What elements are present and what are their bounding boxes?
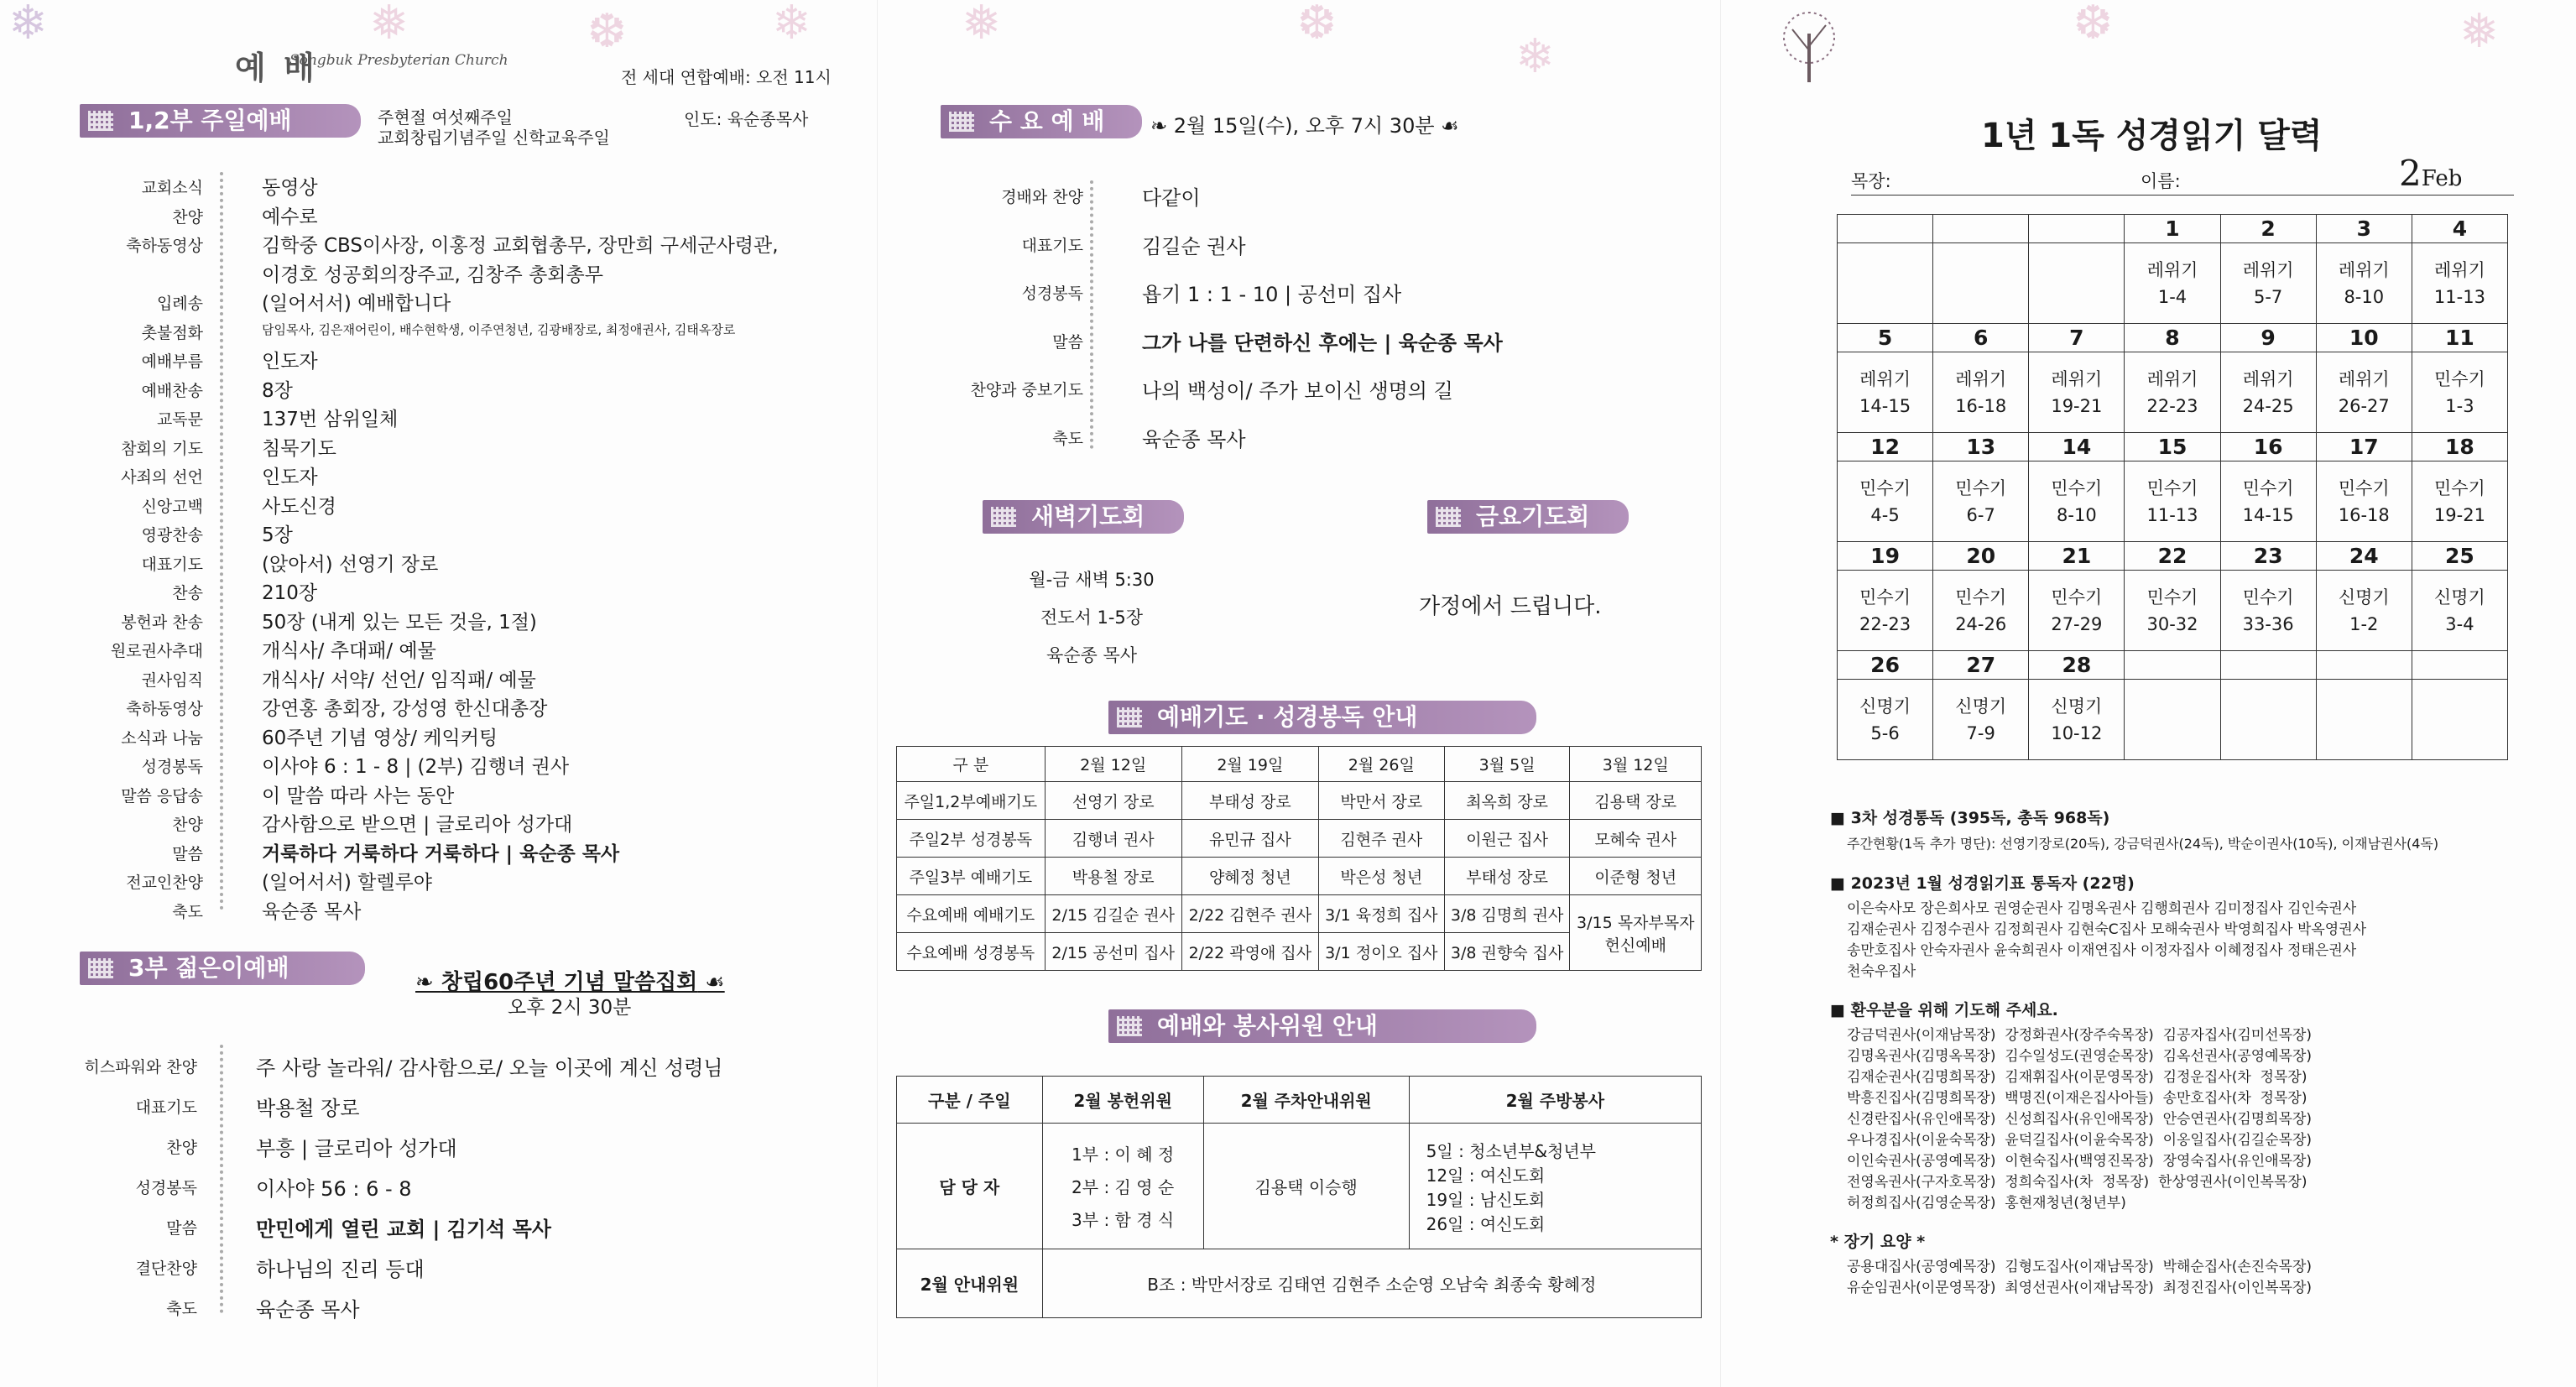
wednesday-panel bbox=[877, 0, 1720, 1387]
order-label: 경배와 찬양 bbox=[1001, 188, 1083, 206]
table-header: 2월 12일 bbox=[1045, 747, 1181, 782]
order-label: 예배찬송 bbox=[141, 381, 203, 400]
table-cell: 주일3부 예배기도 bbox=[897, 858, 1046, 895]
order-label: 찬양 bbox=[172, 207, 203, 227]
calendar-reading bbox=[2125, 680, 2220, 760]
section-banner-service3: 3부 젊은이예배 bbox=[80, 952, 365, 985]
table-cell: 3/8 권향숙 집사 bbox=[1444, 933, 1570, 971]
name-field-label: 이름: bbox=[2141, 171, 2181, 191]
order-label: 성경봉독 bbox=[141, 758, 203, 776]
table-cell: 3/15 목자부목자 헌신예배 bbox=[1570, 895, 1702, 971]
table-cell: 수요예배 예배기도 bbox=[897, 895, 1046, 933]
order-value: 만민에게 열린 교회 | 김기석 목사 bbox=[256, 1218, 551, 1241]
calendar-reading: 레위기 8-10 bbox=[2316, 243, 2412, 324]
calendar-day: 10 bbox=[2316, 324, 2412, 352]
table-cell: 유민규 집사 bbox=[1181, 820, 1318, 858]
calendar-reading: 레위기 5-7 bbox=[2220, 243, 2316, 324]
order-label: 말씀 bbox=[172, 844, 203, 863]
note-title: * 장기 요양 * bbox=[1830, 1233, 1926, 1251]
snowflake-icon: ❅ bbox=[2459, 4, 2499, 59]
section-banner-service12: 1,2부 주일예배 bbox=[80, 104, 361, 138]
order-value: 강연홍 총회장, 강성영 한신대총장 bbox=[262, 698, 548, 720]
special-meeting-time: 오후 2시 30분 bbox=[508, 997, 632, 1019]
church-name: Songbuk Presbyterian Church bbox=[289, 52, 508, 69]
service-volunteer-table bbox=[896, 1076, 1702, 1318]
table-header: 3월 12일 bbox=[1570, 747, 1702, 782]
order-value: 인도자 bbox=[262, 351, 318, 373]
usher-cell: B조 : 박만서장로 김태연 김현주 소순영 오남숙 최종숙 황혜정 bbox=[1042, 1249, 1701, 1318]
calendar-reading: 민수기 4-5 bbox=[1838, 461, 1933, 542]
calendar-reading: 민수기 8-10 bbox=[2029, 461, 2125, 542]
table-cell: 최옥희 장로 bbox=[1444, 782, 1570, 820]
table-cell: 박용철 장로 bbox=[1045, 858, 1181, 895]
calendar-day: 24 bbox=[2316, 542, 2412, 571]
table-header: 3월 5일 bbox=[1444, 747, 1570, 782]
calendar-reading bbox=[1838, 243, 1933, 324]
calendar-reading: 민수기 27-29 bbox=[2029, 571, 2125, 651]
offering-cell: 1부 : 이 혜 정 2부 : 김 영 순 3부 : 함 경 식 bbox=[1042, 1124, 1203, 1249]
dawn-text: 전도서 1-5장 bbox=[1040, 607, 1144, 628]
calendar-day: 15 bbox=[2125, 433, 2220, 461]
table-header: 2월 주방봉사 bbox=[1409, 1077, 1701, 1124]
order-label: 찬양 bbox=[166, 1139, 197, 1157]
tree-icon bbox=[1771, 8, 1847, 84]
table-cell: 박만서 장로 bbox=[1318, 782, 1444, 820]
calendar-day: 6 bbox=[1933, 324, 2029, 352]
order-value: 다같이 bbox=[1142, 186, 1201, 210]
calendar-day: 25 bbox=[2412, 542, 2507, 571]
order-label: 찬송 bbox=[172, 584, 203, 602]
calendar-day: 20 bbox=[1933, 542, 2029, 571]
order-value: 김학중 CBS이사장, 이홍정 교회협총무, 장만희 구세군사령관, bbox=[262, 235, 779, 257]
table-cell: 담 당 자 bbox=[897, 1124, 1043, 1249]
table-cell: 수요예배 성경봉독 bbox=[897, 933, 1046, 971]
sunday-label: 교회창립기념주일 신학교육주일 bbox=[378, 128, 610, 148]
calendar-reading: 민수기 14-15 bbox=[2220, 461, 2316, 542]
table-cell: 부태성 장로 bbox=[1181, 782, 1318, 820]
order-value: 주 사랑 놀라워/ 감사함으로/ 오늘 이곳에 계신 성령님 bbox=[256, 1056, 723, 1080]
order-label: 영광찬송 bbox=[141, 526, 203, 545]
order-value: 담임목사, 김은재어린이, 배수현학생, 이주연청년, 김광배장로, 최정애권사, 김태옥장로 bbox=[262, 321, 736, 337]
calendar-reading: 민수기 16-18 bbox=[2316, 461, 2412, 542]
calendar-reading: 민수기 24-26 bbox=[1933, 571, 2029, 651]
table-header: 2월 26일 bbox=[1318, 747, 1444, 782]
table-cell: 김행녀 권사 bbox=[1045, 820, 1181, 858]
table-cell: 양혜정 청년 bbox=[1181, 858, 1318, 895]
table-cell: 2월 안내위원 bbox=[897, 1249, 1043, 1318]
table-cell: 이준형 청년 bbox=[1570, 858, 1702, 895]
calendar-reading bbox=[2316, 680, 2412, 760]
dawn-time: 월-금 새벽 5:30 bbox=[1029, 570, 1155, 590]
order-label: 입례송 bbox=[156, 295, 203, 313]
order-label: 축도 bbox=[166, 1300, 197, 1318]
order-label: 말씀 응답송 bbox=[121, 786, 203, 806]
calendar-reading: 민수기 1-3 bbox=[2412, 352, 2507, 433]
calendar-day: 13 bbox=[1933, 433, 2029, 461]
calendar-day bbox=[1838, 215, 1933, 243]
order-label: 찬양 bbox=[172, 816, 203, 834]
calendar-reading: 신명기 7-9 bbox=[1933, 680, 2029, 760]
order-value: 개식사/ 서약/ 선언/ 임직패/ 예물 bbox=[262, 669, 536, 691]
order-label: 원로권사추대 bbox=[110, 642, 203, 660]
section-banner-guide: 예배기도 · 성경봉독 안내 bbox=[1108, 701, 1536, 734]
calendar-reading: 레위기 24-25 bbox=[2220, 352, 2316, 433]
order-value: 이 말씀 따라 사는 동안 bbox=[262, 785, 455, 807]
pastor-field-label: 목장: bbox=[1851, 171, 1891, 191]
calendar-day: 14 bbox=[2029, 433, 2125, 461]
order-value: 137번 삼위일체 bbox=[262, 409, 399, 430]
table-cell: 이원근 집사 bbox=[1444, 820, 1570, 858]
order-label: 교독문 bbox=[156, 410, 203, 429]
order-label: 대표기도 bbox=[135, 1098, 197, 1117]
snowflake-icon: ❆ bbox=[587, 4, 627, 59]
calendar-reading: 민수기 33-36 bbox=[2220, 571, 2316, 651]
order-label: 성경봉독 bbox=[135, 1179, 197, 1197]
order-label: 대표기도 bbox=[141, 555, 203, 574]
order-label: 축도 bbox=[172, 902, 203, 921]
order-value: 감사함으로 받으면 | 글로리아 성가대 bbox=[262, 814, 573, 836]
calendar-title: 1년 1독 성경읽기 달력 bbox=[1981, 117, 2323, 155]
bible-reading-calendar bbox=[1837, 214, 2508, 760]
calendar-day bbox=[2029, 215, 2125, 243]
order-label: 예배부름 bbox=[141, 352, 203, 371]
special-meeting-title: ❧ 창립60주년 기념 말씀집회 ☙ bbox=[415, 970, 725, 995]
table-cell: 2/15 공선미 집사 bbox=[1045, 933, 1181, 971]
care-list: 공용대집사(공영예목장) 김형도집사(이재남목장) 박해순집사(손진숙목장) 유순임권사(이문영목장) 최영선권사(이재남목장) 최정진집사(이인복목장) bbox=[1847, 1259, 2313, 1296]
table-cell: 선영기 장로 bbox=[1045, 782, 1181, 820]
table-cell: 박은성 청년 bbox=[1318, 858, 1444, 895]
calendar-day: 19 bbox=[1838, 542, 1933, 571]
calendar-reading: 레위기 14-15 bbox=[1838, 352, 1933, 433]
snowflake-icon: ❅ bbox=[369, 0, 409, 50]
order-value: 60주년 기념 영상/ 케익커팅 bbox=[262, 727, 498, 749]
snowflake-icon: ❄ bbox=[1515, 29, 1555, 84]
note-body: 주간현황(1독 추가 명단): 선영기장로(20독), 강금덕권사(24독), 박순이권사(10독), 이재남권사(4독) bbox=[1847, 836, 2439, 852]
wednesday-time: ❧ 2월 15일(수), 오후 7시 30분 ☙ bbox=[1150, 114, 1459, 138]
order-label: 권사임직 bbox=[141, 670, 203, 690]
order-label: 전교인찬양 bbox=[126, 873, 203, 892]
calendar-reading: 민수기 19-21 bbox=[2412, 461, 2507, 542]
order-value: 거룩하다 거룩하다 거룩하다 | 육순종 목사 bbox=[262, 842, 620, 865]
order-label: 축도 bbox=[1052, 429, 1083, 448]
table-cell: 주일1,2부예배기도 bbox=[897, 782, 1046, 820]
calendar-reading: 민수기 22-23 bbox=[1838, 571, 1933, 651]
calendar-reading: 레위기 26-27 bbox=[2316, 352, 2412, 433]
order-label: 사죄의 선언 bbox=[121, 468, 203, 487]
section-banner-wednesday: 수 요 예 배 bbox=[941, 105, 1142, 138]
order-value: 부흥 | 글로리아 성가대 bbox=[256, 1137, 457, 1160]
calendar-reading: 신명기 10-12 bbox=[2029, 680, 2125, 760]
order-label: 결단찬양 bbox=[135, 1259, 197, 1278]
order-label: 축하동영상 bbox=[126, 700, 203, 718]
note-title: ■ 3차 성경통독 (395독, 총독 968독) bbox=[1830, 809, 2110, 827]
calendar-day bbox=[2412, 651, 2507, 680]
calendar-reading: 민수기 6-7 bbox=[1933, 461, 2029, 542]
calendar-day: 8 bbox=[2125, 324, 2220, 352]
calendar-reading: 민수기 11-13 bbox=[2125, 461, 2220, 542]
table-cell: 2/22 김현주 권사 bbox=[1181, 895, 1318, 933]
calendar-reading: 레위기 16-18 bbox=[1933, 352, 2029, 433]
calendar-reading bbox=[1933, 243, 2029, 324]
order-label: 히스파워와 찬양 bbox=[84, 1058, 197, 1077]
order-value: 욥기 1 : 1 - 10 | 공선미 집사 bbox=[1142, 283, 1402, 306]
calendar-day: 1 bbox=[2125, 215, 2220, 243]
order-value: 김길순 권사 bbox=[1142, 234, 1246, 258]
kitchen-cell: 5일 : 청소년부&청년부 12일 : 여신도회 19일 : 남신도회 26일 : 여신도회 bbox=[1409, 1124, 1701, 1249]
table-header: 구분 / 주일 bbox=[897, 1077, 1043, 1124]
calendar-reading bbox=[2220, 680, 2316, 760]
calendar-day: 23 bbox=[2220, 542, 2316, 571]
order-value: 5장 bbox=[262, 524, 293, 546]
snowflake-icon: ❆ bbox=[2073, 0, 2113, 50]
calendar-day: 4 bbox=[2412, 215, 2507, 243]
table-cell: 2/15 김길순 권사 bbox=[1045, 895, 1181, 933]
calendar-reading: 신명기 3-4 bbox=[2412, 571, 2507, 651]
month-label: 2Feb bbox=[2399, 153, 2463, 194]
order-value: 8장 bbox=[262, 379, 293, 402]
calendar-day: 16 bbox=[2220, 433, 2316, 461]
calendar-day bbox=[2125, 651, 2220, 680]
order-label: 축하동영상 bbox=[126, 237, 203, 255]
section-banner-serve: 예배와 봉사위원 안내 bbox=[1108, 1009, 1536, 1043]
calendar-day: 9 bbox=[2220, 324, 2316, 352]
header-rule bbox=[1851, 195, 2514, 196]
table-cell: 2/22 곽영애 집사 bbox=[1181, 933, 1318, 971]
order-label: 말씀 bbox=[1052, 332, 1083, 352]
order-value: 나의 백성이/ 주가 보이신 생명의 길 bbox=[1142, 379, 1453, 403]
order-value: (앉아서) 선영기 장로 bbox=[262, 553, 439, 576]
table-cell: 모혜숙 권사 bbox=[1570, 820, 1702, 858]
order-label: 촛불점화 bbox=[141, 323, 203, 342]
section-banner-dawn: 새벽기도회 bbox=[983, 500, 1184, 534]
order-label: 신앙고백 bbox=[141, 497, 203, 516]
order-value: (일어서서) 예배합니다 bbox=[262, 293, 451, 315]
section-banner-friday: 금요기도회 bbox=[1427, 500, 1629, 534]
order-value: 그가 나를 단련하신 후에는 | 육순종 목사 bbox=[1142, 331, 1503, 355]
order-value: 인도자 bbox=[262, 467, 318, 488]
order-label: 소식과 나눔 bbox=[121, 728, 203, 748]
calendar-day: 5 bbox=[1838, 324, 1933, 352]
calendar-day bbox=[2220, 651, 2316, 680]
note-title: ■ 2023년 1월 성경읽기표 통독자 (22명) bbox=[1830, 874, 2135, 893]
calendar-reading bbox=[2412, 680, 2507, 760]
order-label: 말씀 bbox=[166, 1219, 197, 1238]
order-label: 참회의 기도 bbox=[121, 439, 203, 458]
calendar-reading: 신명기 1-2 bbox=[2316, 571, 2412, 651]
service-time-note: 전 세대 연합예배: 오전 11시 bbox=[621, 67, 832, 87]
calendar-reading: 민수기 30-32 bbox=[2125, 571, 2220, 651]
calendar-reading: 레위기 1-4 bbox=[2125, 243, 2220, 324]
order-label: 찬양과 중보기도 bbox=[970, 381, 1083, 399]
order-value: 이경호 성공회의장주교, 김창주 총회총무 bbox=[262, 263, 603, 286]
calendar-day: 2 bbox=[2220, 215, 2316, 243]
calendar-reading bbox=[2029, 243, 2125, 324]
season-label: 주현절 여섯째주일 bbox=[378, 107, 513, 128]
note-body: 이은숙사모 장은희사모 권영순권사 김명옥권사 김행희권사 김미정집사 김인숙권사 김재순권사 김정수권사 김정희권사 김현숙C집사 모해숙권사 박영희집사 박옥영권사 송만호집사 안숙자권사 윤숙희권사 이재연집사 이정자집사 이혜정집사 정태은권사 천숙우집사 bbox=[1847, 900, 2367, 980]
calendar-reading: 레위기 11-13 bbox=[2412, 243, 2507, 324]
order-value: 이사야 56 : 6 - 8 bbox=[256, 1177, 412, 1201]
calendar-day: 17 bbox=[2316, 433, 2412, 461]
order-value: 동영상 bbox=[262, 177, 318, 199]
calendar-reading: 레위기 19-21 bbox=[2029, 352, 2125, 433]
dawn-preacher: 육순종 목사 bbox=[1046, 645, 1138, 665]
order-value: 예수로 bbox=[262, 206, 318, 228]
calendar-day: 22 bbox=[2125, 542, 2220, 571]
table-cell: 김용택 장로 bbox=[1570, 782, 1702, 820]
calendar-day bbox=[1933, 215, 2029, 243]
page-title: 예 배 bbox=[235, 50, 318, 86]
worship-panel bbox=[0, 0, 877, 1387]
table-header: 2월 19일 bbox=[1181, 747, 1318, 782]
snowflake-icon: ❆ bbox=[1297, 0, 1337, 50]
table-cell: 3/1 정이오 집사 bbox=[1318, 933, 1444, 971]
order-value: 육순종 목사 bbox=[262, 900, 362, 923]
table-header: 2월 주차안내위원 bbox=[1203, 1077, 1409, 1124]
prayer-reading-table bbox=[896, 746, 1702, 971]
table-cell: 주일2부 성경봉독 bbox=[897, 820, 1046, 858]
order-value: 육순종 목사 bbox=[256, 1298, 360, 1322]
snowflake-icon: ❄ bbox=[8, 0, 48, 50]
order-value: 210장 bbox=[262, 582, 318, 604]
snowflake-icon: ❅ bbox=[962, 0, 1001, 50]
table-header: 구 분 bbox=[897, 747, 1046, 782]
table-header: 2월 봉헌위원 bbox=[1042, 1077, 1203, 1124]
order-value: 사도신경 bbox=[262, 495, 336, 518]
order-value: 하나님의 진리 등대 bbox=[256, 1258, 425, 1281]
order-label: 대표기도 bbox=[1021, 236, 1083, 255]
leader-label: 인도: 육순종목사 bbox=[684, 109, 809, 129]
dotted-divider bbox=[220, 172, 223, 910]
order-label: 교회소식 bbox=[141, 179, 203, 197]
prayer-list: 강금덕권사(이재남목장) 강정화권사(장주숙목장) 김공자집사(김미선목장) 김명옥권사(김명옥목장) 김수일성도(권영순목장) 김옥선권사(공영예목장) 김재순권사(김명희목장) 김재휘집사(이문영목장) 김정운집사(차 정목장) 박흥진집사(김명희목장) 백명진(이재은집사아들) 송만호집사(차 정목장) 신경란집사(유인애목장) 신성희집사(유인애목장) 안승연권사(김명희목장) 우나경집사(이윤숙목장) 윤덕길집사(이윤숙목장) 이옹일집사(김길순목장) 이인숙권사(공영예목장) 이현숙집사(백영진목장) 장영숙집사(유인애목장) 전영옥권사(구자호목장) 정희숙집사(차 정목장) 한상영권사(이인복목장) 허정희집사(김영순목장) 홍현재청년(청년부) bbox=[1847, 1027, 2313, 1212]
order-value: 이사야 6 : 1 - 8 | (2부) 김행녀 권사 bbox=[262, 756, 570, 778]
table-cell: 3/1 육정희 집사 bbox=[1318, 895, 1444, 933]
order-value: 육순종 목사 bbox=[1142, 427, 1246, 451]
bible-calendar-panel bbox=[1720, 0, 2576, 1387]
calendar-reading: 레위기 22-23 bbox=[2125, 352, 2220, 433]
calendar-day: 28 bbox=[2029, 651, 2125, 680]
calendar-day: 11 bbox=[2412, 324, 2507, 352]
table-cell: 3/8 김명희 권사 bbox=[1444, 895, 1570, 933]
parking-cell: 김용택 이승행 bbox=[1203, 1124, 1409, 1249]
calendar-day: 27 bbox=[1933, 651, 2029, 680]
table-cell: 부태성 장로 bbox=[1444, 858, 1570, 895]
table-cell: 김현주 권사 bbox=[1318, 820, 1444, 858]
dotted-divider bbox=[220, 1045, 223, 1313]
order-value: 박용철 장로 bbox=[256, 1097, 360, 1120]
calendar-reading: 신명기 5-6 bbox=[1838, 680, 1933, 760]
order-value: (일어서서) 할렐루야 bbox=[262, 872, 433, 894]
calendar-day bbox=[2316, 651, 2412, 680]
order-label: 성경봉독 bbox=[1021, 284, 1083, 303]
order-label: 봉헌과 찬송 bbox=[121, 613, 203, 632]
reading-notes bbox=[1830, 806, 2568, 1299]
order-value: 침묵기도 bbox=[262, 437, 336, 460]
friday-note: 가정에서 드립니다. bbox=[1419, 594, 1602, 619]
calendar-day: 18 bbox=[2412, 433, 2507, 461]
calendar-day: 7 bbox=[2029, 324, 2125, 352]
calendar-day: 3 bbox=[2316, 215, 2412, 243]
calendar-day: 21 bbox=[2029, 542, 2125, 571]
order-value: 개식사/ 추대패/ 예물 bbox=[262, 640, 436, 662]
calendar-day: 26 bbox=[1838, 651, 1933, 680]
snowflake-icon: ❄ bbox=[772, 0, 811, 50]
calendar-day: 12 bbox=[1838, 433, 1933, 461]
dotted-divider bbox=[1090, 180, 1093, 449]
note-title: ■ 환우분을 위해 기도해 주세요. bbox=[1830, 1001, 2058, 1019]
order-value: 50장 (내게 있는 모든 것을, 1절) bbox=[262, 611, 537, 634]
